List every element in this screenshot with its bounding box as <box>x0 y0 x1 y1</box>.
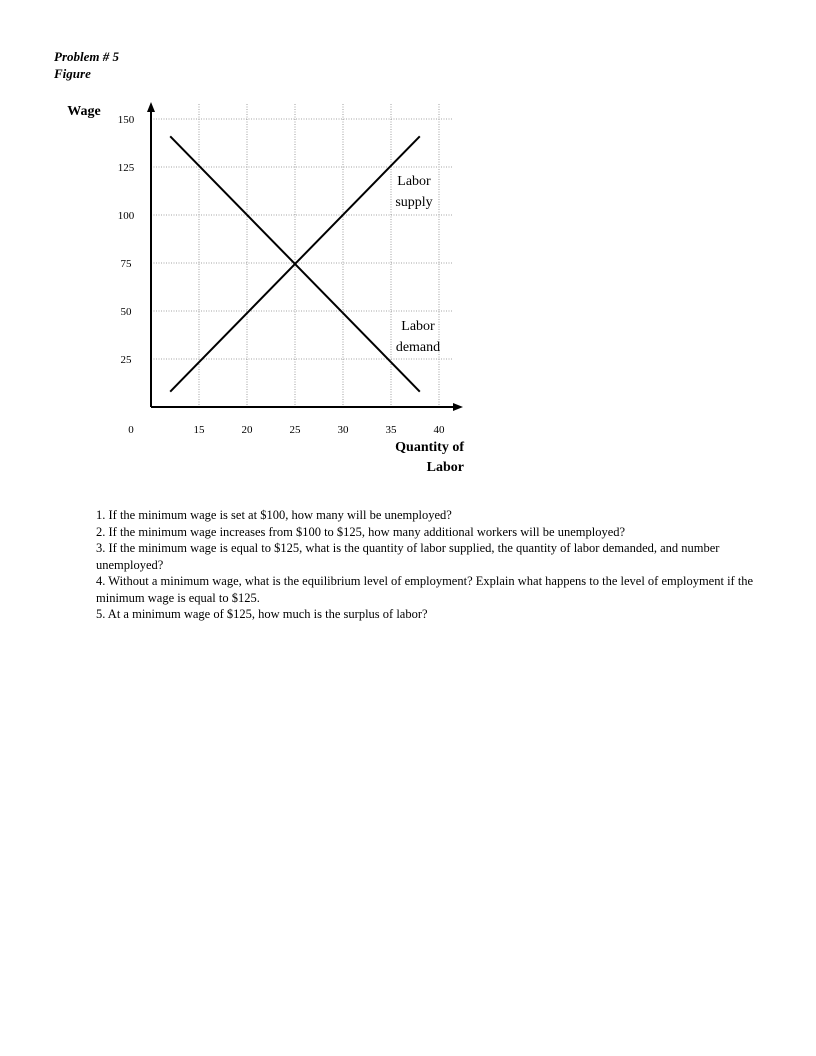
y-tick-label: 50 <box>120 306 132 318</box>
y-axis-title: Wage <box>67 104 101 119</box>
labor-demand-label: Labor <box>401 319 435 334</box>
question-2: 2. If the minimum wage increases from $100 to $125, how many additional workers will be unemployed? <box>96 524 626 539</box>
problem-number: Problem # 5 <box>54 49 119 64</box>
labor-demand-label-line-2: demand <box>395 340 441 355</box>
x-tick-label: 15 <box>193 424 205 436</box>
x-tick-label: 20 <box>241 424 253 436</box>
question-1: 1. If the minimum wage is set at $100, how many will be unemployed? <box>96 508 452 522</box>
y-tick-label: 100 <box>117 210 135 222</box>
question-3: 3. If the minimum wage is equal to $125, what is the quantity of labor supplied, the quantity of labor demanded, and number unemployed? <box>96 541 720 572</box>
origin-label: 0 <box>128 424 134 436</box>
x-axis-title-line-2: Labor <box>426 460 464 475</box>
x-axis-arrow <box>453 403 463 411</box>
y-tick-label: 25 <box>120 354 132 366</box>
labor-supply-label-line-2: supply <box>395 195 433 210</box>
y-tick-label: 75 <box>120 258 132 270</box>
figure-label: Figure <box>54 66 91 81</box>
labor-market-chart <box>0 0 816 480</box>
y-axis-arrow <box>147 102 155 112</box>
question-4: 4. Without a minimum wage, what is the equilibrium level of employment? Explain what happens to the level of employment if the minimum wage is equal to $125. <box>96 574 754 605</box>
question-5: 5. At a minimum wage of $125, how much is the surplus of labor? <box>96 607 428 621</box>
x-axis-title: Quantity of <box>395 440 464 455</box>
question-list <box>96 507 786 623</box>
x-tick-label: 40 <box>433 424 445 436</box>
y-tick-label: 150 <box>117 114 135 126</box>
x-tick-label: 30 <box>337 424 349 436</box>
labor-supply-label: Labor <box>397 174 431 189</box>
x-tick-label: 25 <box>289 424 301 436</box>
x-tick-label: 35 <box>385 424 397 436</box>
y-tick-label: 125 <box>117 162 135 174</box>
